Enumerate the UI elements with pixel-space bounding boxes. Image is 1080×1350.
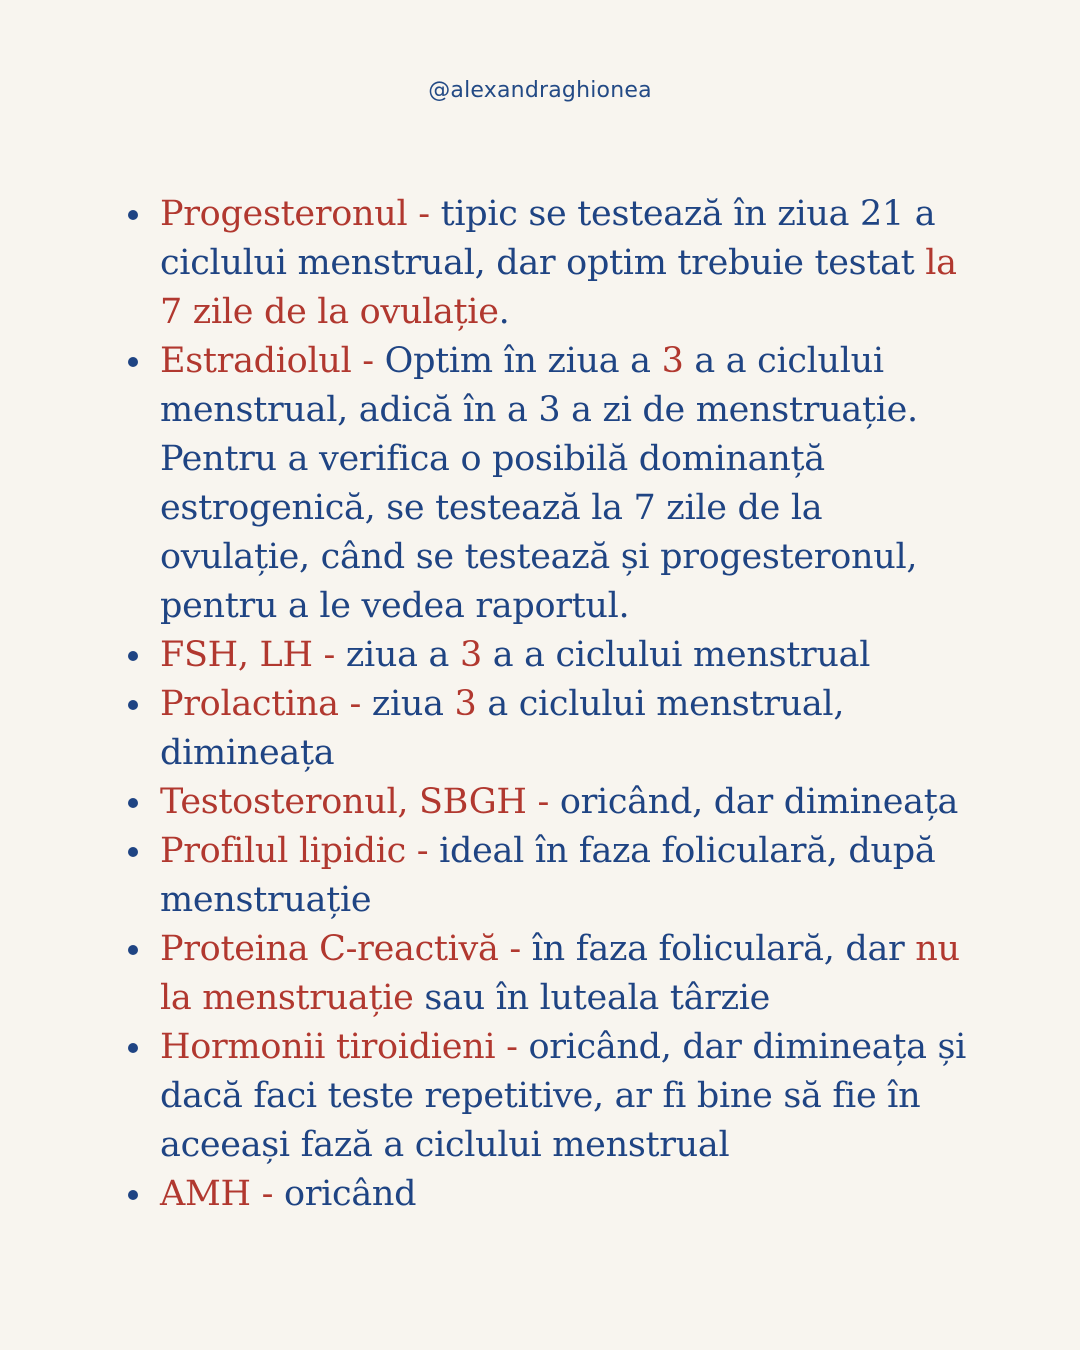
bullet-dot — [128, 210, 138, 220]
bullet-dot — [128, 798, 138, 808]
separator: - — [351, 341, 385, 381]
highlight-part: 3 — [661, 341, 684, 381]
list-item — [122, 631, 982, 680]
hormone-name: Testosteronul, SBGH — [160, 782, 527, 822]
text-part: oricând, dar dimineața — [559, 782, 959, 822]
separator: - — [498, 929, 532, 969]
text-part: ziua — [371, 684, 455, 724]
bullet-dot — [128, 1190, 138, 1200]
highlight-part: nu la menstruație — [160, 929, 960, 1018]
highlight-part: 3 — [459, 635, 482, 675]
separator: - — [407, 194, 441, 234]
hormone-name: Profilul lipidic — [160, 831, 406, 871]
separator: - — [338, 684, 372, 724]
hormone-name: Proteina C-reactivă — [160, 929, 499, 969]
author-handle: @alexandraghionea — [428, 78, 652, 103]
separator: - — [526, 782, 560, 822]
text-part: a a ciclului menstrual — [481, 635, 871, 675]
separator: - — [250, 1174, 284, 1214]
list-item — [122, 778, 982, 827]
text-part: ideal în faza foliculară, după menstruație — [160, 831, 936, 920]
text-part: sau în luteala târzie — [413, 978, 771, 1018]
text-part: ziua a — [345, 635, 460, 675]
text-part: a a ciclului menstrual, adică în a 3 a zi de menstruație. Pentru a verifica o posibilă dominanță estrogenică, se testează la 7 zile de la ovulație, când se testează și progesteronul, pentru a le vedea raportul. — [160, 341, 918, 626]
bullet-dot — [128, 1043, 138, 1053]
hormone-name: FSH, LH — [160, 635, 313, 675]
highlight-part: la 7 zile de la ovulație — [160, 243, 957, 332]
text-part: tipic se testează în ziua 21 a ciclului menstrual, dar optim trebuie testat — [160, 194, 936, 283]
text-part: oricând, dar dimineața și dacă faci teste repetitive, ar fi bine să fie în aceeași fază a ciclului menstrual — [160, 1027, 967, 1165]
hormone-name: Estradiolul — [160, 341, 352, 381]
text-part: a ciclului menstrual, dimineața — [160, 684, 845, 773]
text-part: oricând — [283, 1174, 417, 1214]
text-part: în faza foliculară, dar — [531, 929, 916, 969]
list-item — [122, 190, 982, 337]
highlight-part: 3 — [454, 684, 477, 724]
hormone-name: Progesteronul — [160, 194, 408, 234]
separator: - — [495, 1027, 529, 1067]
bullet-dot — [128, 847, 138, 857]
list-item — [122, 680, 982, 778]
bullet-dot — [128, 357, 138, 367]
list-item — [122, 1170, 982, 1219]
list-item — [122, 827, 982, 925]
bullet-dot — [128, 700, 138, 710]
text-part: Optim în ziua a — [384, 341, 662, 381]
hormone-name: Hormonii tiroidieni — [160, 1027, 496, 1067]
hormone-name: AMH — [160, 1174, 251, 1214]
separator: - — [312, 635, 346, 675]
list-item — [122, 925, 982, 1023]
bullet-dot — [128, 651, 138, 661]
bullet-dot — [128, 945, 138, 955]
list-item — [122, 1023, 982, 1170]
text-part: . — [498, 292, 510, 332]
hormone-name: Prolactina — [160, 684, 339, 724]
separator: - — [405, 831, 440, 871]
hormone-test-list — [122, 190, 982, 1219]
list-item — [122, 337, 982, 631]
